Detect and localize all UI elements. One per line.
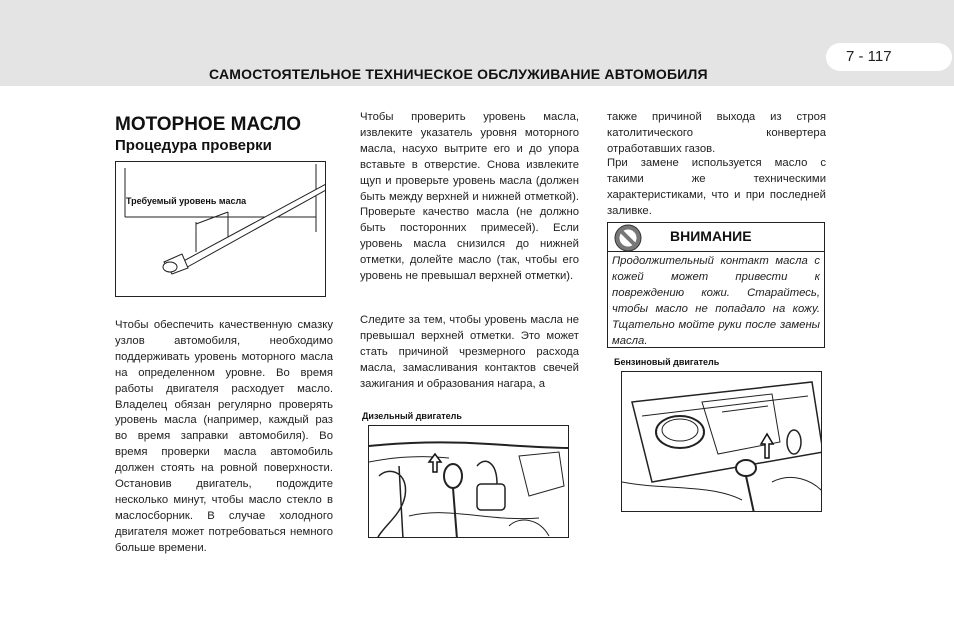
column2-paragraph2: Следите за тем, чтобы уровень масла не превышал верхней отметки. Это может стать причиной чрезмерного расхода масла, замасливания контактов свечей зажигания и образования нагара, а bbox=[360, 314, 579, 390]
column2-paragraph1: Чтобы проверить уровень масла, извлеките указатель уровня моторного масла, насухо вытрите его и до упора вставьте в отверстие. Снова извлеките щуп и проверьте уровень масла (должен быть между верхней и нижней отметкой). Проверьте качество масла (не должно быть посторонних примесей). Если уровень масла снизился до нижней отметки, долейте масло (так, чтобы его уровень не превышал верхней отметки). bbox=[360, 111, 579, 283]
section-subtitle: Процедура проверки bbox=[115, 137, 272, 154]
warning-header bbox=[608, 223, 824, 252]
section-title: МОТОРНОЕ МАСЛО bbox=[115, 114, 302, 135]
dipstick-label: Требуемый уровень масла bbox=[126, 196, 247, 206]
dipstick-illustration bbox=[116, 162, 326, 297]
chapter-title: САМОСТОЯТЕЛЬНОЕ ТЕХНИЧЕСКОЕ ОБСЛУЖИВАНИЕ АВТОМОБИЛЯ bbox=[209, 66, 708, 82]
page-number: 7 - 117 bbox=[826, 43, 952, 71]
warning-text: Продолжительный контакт масла с кожей может привести к повреждению кожи. Старайтесь, чтобы масло не попадало на кожу. Тщательно мойте руки после замены масла. bbox=[612, 255, 820, 347]
warning-box bbox=[607, 222, 825, 348]
prohibition-icon bbox=[611, 223, 645, 253]
column1-paragraph: Чтобы обеспечить качественную смазку узлов автомобиля, необходимо поддерживать уровень моторного масла на определенном уровне. Во время работы двигателя расходует масло. Владелец обязан регулярно проверять уровень масла (например, каждый раз во время заправки автомобиля). Во время проверки масла автомобиль должен стоять на ровной поверхности. Остановив двигатель, подождите несколько минут, чтобы масло стекло в маслосборник. В случае холодного двигателя может потребоваться немного больше времени. bbox=[115, 319, 333, 554]
diesel-caption: Дизельный двигатель bbox=[362, 411, 462, 421]
petrol-caption: Бензиновый двигатель bbox=[614, 357, 720, 367]
petrol-engine-figure bbox=[621, 371, 822, 512]
column3-paragraph1: также причиной выхода из строя католитического конвертера отработавших газов. bbox=[607, 111, 826, 155]
dipstick-figure bbox=[115, 161, 326, 297]
petrol-engine-illustration bbox=[622, 372, 822, 512]
diesel-engine-figure bbox=[368, 425, 569, 538]
warning-title: ВНИМАНИЕ bbox=[670, 228, 752, 244]
diesel-engine-illustration bbox=[369, 426, 569, 538]
column3-paragraph2: При замене используется масло с такими же техническими характеристиками, что и при последней заливке. bbox=[607, 157, 826, 217]
